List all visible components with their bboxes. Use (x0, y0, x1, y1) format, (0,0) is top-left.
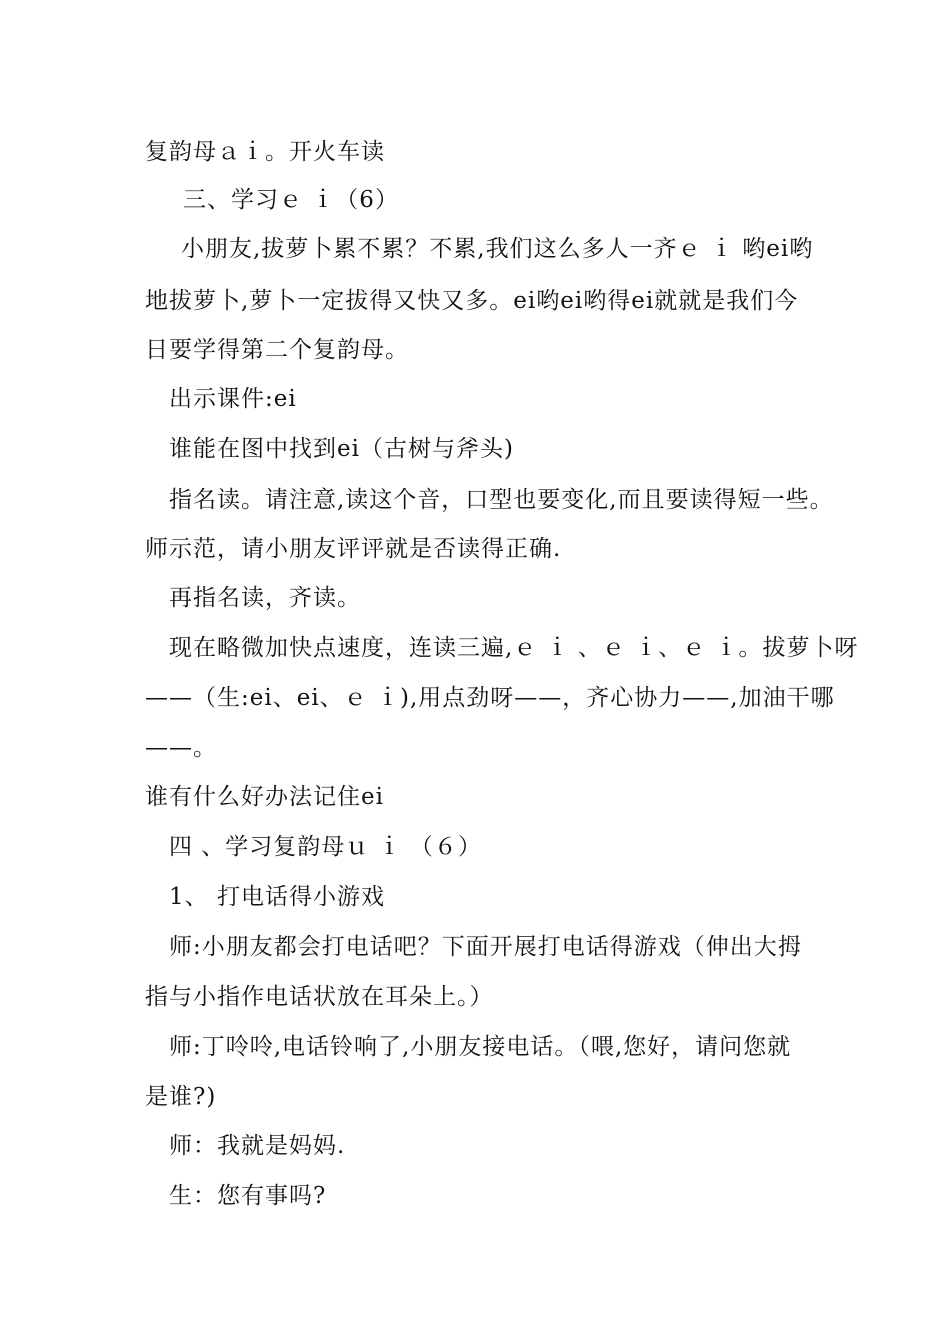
text-line: 指与小指作电话状放在耳朵上。） (145, 984, 494, 1010)
text-line: 谁有什么好办法记住ei (145, 784, 384, 810)
text-line: 师:丁呤呤,电话铃响了,小朋友接电话。（喂,您好，请问您就 (169, 1034, 792, 1060)
text-line: 是谁?) (145, 1084, 217, 1110)
text-line: 日要学得第二个复韵母。 (145, 337, 409, 363)
text-line: 谁能在图中找到ei（古树与斧头) (169, 436, 514, 462)
section-heading: 四 、学习复韵母ｕ ｉ （６） (169, 834, 482, 860)
list-item: 1、 打电话得小游戏 (169, 884, 385, 910)
text-line: 指名读。请注意,读这个音，口型也要变化,而且要读得短一些。 (169, 487, 834, 513)
text-line: 再指名读，齐读。 (169, 585, 361, 611)
text-line: ——。 (145, 735, 217, 761)
text-line: 师：我就是妈妈. (169, 1133, 346, 1159)
text-line: 现在略微加快点速度，连读三遍,ｅ ｉ 、ｅ ｉ、ｅ ｉ。拔萝卜呀 (169, 635, 859, 661)
text-line: 出示课件:ei (169, 386, 297, 412)
section-heading: 三、学习ｅ ｉ（6） (183, 187, 399, 213)
text-line: 生：您有事吗? (169, 1183, 327, 1209)
text-line: 复韵母ａｉ。开火车读 (145, 139, 385, 165)
text-line: 小朋友,拔萝卜累不累？不累,我们这么多人一齐ｅ ｉ 哟ei哟 (181, 236, 814, 262)
text-line: 师:小朋友都会打电话吧？下面开展打电话得游戏（伸出大拇 (169, 934, 802, 960)
text-line: ——（生:ei、ei、ｅ ｉ),用点劲呀——，齐心协力——,加油干哪 (145, 685, 835, 711)
text-line: 师示范，请小朋友评评就是否读得正确. (145, 536, 562, 562)
text-line: 地拔萝卜,萝卜一定拔得又快又多。ei哟ei哟得ei就就是我们今 (145, 288, 799, 314)
